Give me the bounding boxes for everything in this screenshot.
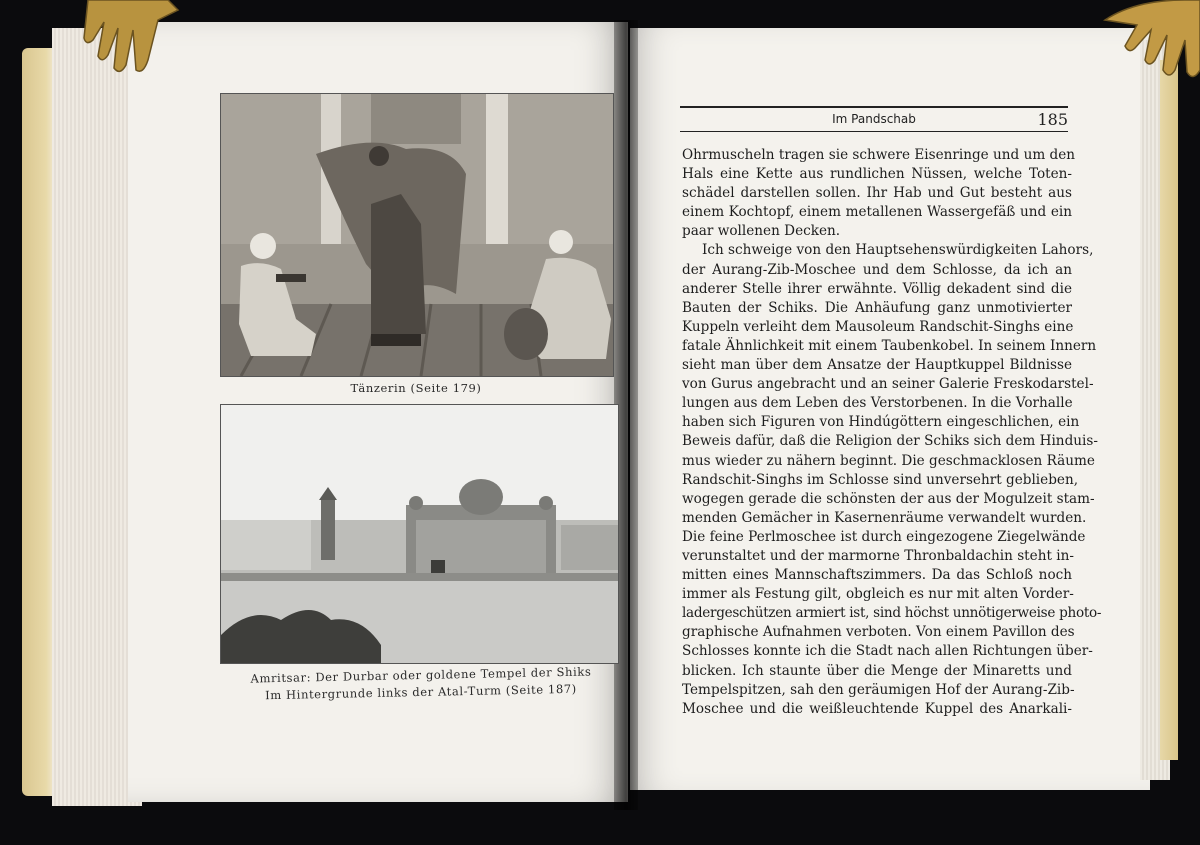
text-line: graphische Aufnahmen verboten. Von einem Pavillon des	[682, 624, 1075, 641]
header-rule-bottom	[680, 131, 1068, 132]
text-line: immer als Festung gilt, obgleich es nur mit alten Vorder-	[682, 586, 1074, 603]
text-line: Die feine Perlmoschee ist durch eingezogene Ziegelwände	[682, 528, 1086, 545]
text-line: Ich schweige von den Hauptsehenswürdigkeiten Lahors,	[702, 242, 1094, 259]
running-head: Im Pandschab	[832, 112, 916, 126]
right-page-edge	[1160, 60, 1178, 760]
text-line: blicken. Ich staunte über die Menge der Minaretts und	[682, 662, 1072, 679]
text-line: mus wieder zu nähern beginnt. Die geschmacklosen Räume	[682, 452, 1095, 469]
text-line: Randschit-Singhs im Schlosse sind unversehrt geblieben,	[682, 471, 1079, 488]
golden-temple-illustration	[221, 405, 618, 663]
photo-caption-temple-line2: Im Hintergrunde links der Atal-Turm (Seite 187)	[265, 681, 577, 703]
text-line: Tempelspitzen, sah den geräumigen Hof der Aurang-Zib-	[682, 681, 1075, 698]
text-line: Hals eine Kette aus rundlichen Nüssen, welche Toten-	[682, 166, 1072, 183]
text-line: haben sich Figuren von Hindúgöttern eingeschlichen, ein	[682, 414, 1080, 431]
photo-caption-dancer: Tänzerin (Seite 179)	[350, 381, 482, 395]
dancer-illustration	[221, 94, 613, 376]
text-line: Bauten der Schiks. Die Anhäufung ganz unmotivierter	[682, 299, 1072, 316]
text-line: Kuppeln verleiht dem Mausoleum Randschit-Singhs eine	[682, 318, 1074, 335]
body-text	[682, 146, 1102, 719]
text-line: Ohrmuscheln tragen sie schwere Eisenringe und um den	[682, 147, 1076, 163]
text-line: lungen aus dem Leben des Verstorbenen. In die Vorhalle	[682, 395, 1073, 412]
text-line: von Gurus angebracht und an seiner Galerie Freskodarstel-	[682, 376, 1094, 393]
header-rule	[680, 106, 1068, 108]
text-line: anderer Stelle ihrer erwähnte. Völlig dekadent sind die	[682, 280, 1072, 297]
text-line: Beweis dafür, daß die Religion der Schiks sich dem Hinduis-	[682, 433, 1098, 450]
brass-hand-clip-icon	[1095, 0, 1200, 90]
text-line: menden Gemächer in Kasernenräume verwandelt wurden.	[682, 509, 1087, 526]
text-line: paar wollenen Decken.	[682, 223, 841, 240]
dancer-photo	[220, 93, 614, 377]
text-line: Moschee und die weißleuchtende Kuppel des Anarkali-	[682, 700, 1072, 717]
text-line: wogegen gerade die schönsten der aus der Mogulzeit stam-	[682, 490, 1095, 507]
text-line: schädel darstellen sollen. Ihr Hab und Gut besteht aus	[682, 185, 1072, 202]
text-line: fatale Ähnlichkeit mit einem Taubenkobel. In seinem Innern	[682, 337, 1097, 354]
text-line: einem Kochtopf, einem metallenen Wassergefäß und ein	[682, 204, 1072, 221]
page-number: 185	[1037, 110, 1068, 129]
text-line: ladergeschützen armiert ist, sind höchst unnötigerweise photo-	[682, 605, 1102, 622]
text-line: verunstaltet und der marmorne Thronbaldachin steht in-	[682, 547, 1074, 564]
text-line: sieht man über dem Ansatze der Hauptkuppel Bildnisse	[682, 357, 1072, 374]
brass-hand-clip-icon	[78, 0, 188, 80]
text-line: Schlosses konnte ich die Stadt nach allen Richtungen über-	[682, 643, 1093, 660]
text-line: mitten eines Mannschaftszimmers. Da das Schloß noch	[682, 567, 1072, 584]
text-line: der Aurang-Zib-Moschee und dem Schlosse, da ich an	[682, 261, 1072, 278]
golden-temple-photo	[220, 404, 619, 664]
photo-caption-temple-line1: Amritsar: Der Durbar oder goldene Tempel der Shiks	[250, 664, 592, 686]
